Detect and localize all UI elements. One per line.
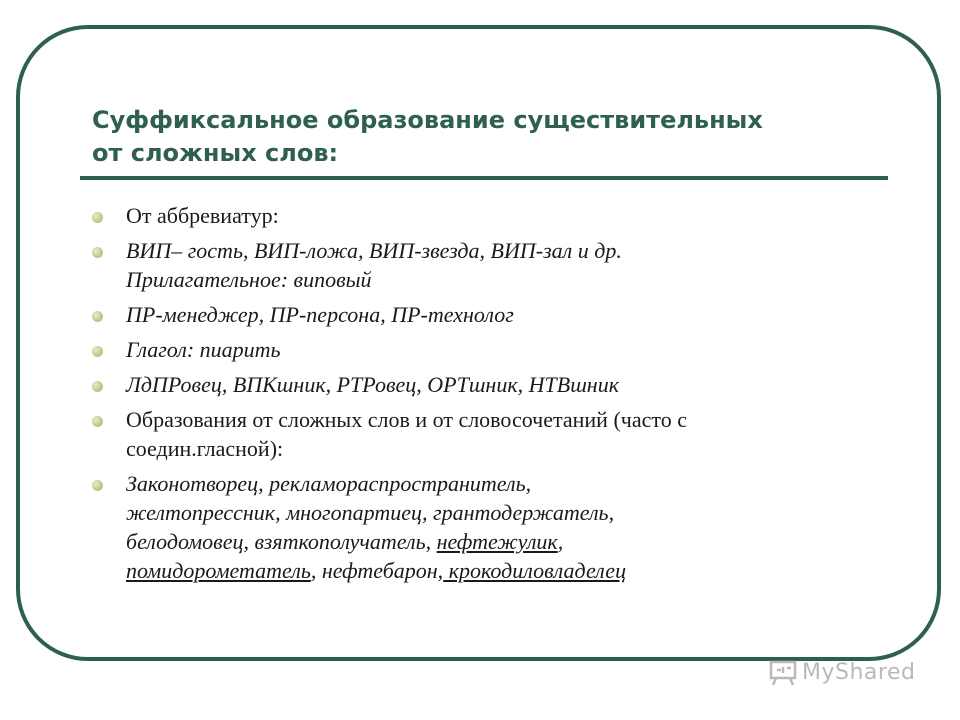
bullet-text xyxy=(126,238,622,292)
bullet-line: желтопрессник, многопартиец, грантодержатель, xyxy=(126,500,615,525)
bullet-line: Законотворец, рекламораспространитель, xyxy=(126,471,532,496)
bullet-text: ЛдПРовец, ВПКшник, РТРовец, ОРТшник, НТВшник xyxy=(126,372,620,397)
bullet-line-part: , нефтебарон, xyxy=(310,558,444,583)
bullet-line: Прилагательное: виповый xyxy=(126,267,372,292)
slide-title xyxy=(92,104,892,170)
bullet-item xyxy=(90,300,890,329)
bullet-dot-icon xyxy=(92,247,103,258)
bullet-list xyxy=(90,201,890,591)
bullet-item xyxy=(90,370,890,399)
bullet-line-part: белодомовец, взяткополучатель, xyxy=(126,529,437,554)
bullet-item xyxy=(90,236,890,294)
bullet-dot-icon xyxy=(92,311,103,322)
bullet-item xyxy=(90,201,890,230)
bullet-text: Глагол: пиарить xyxy=(126,337,281,362)
bullet-line: соедин.гласной): xyxy=(126,436,284,461)
bullet-line-part: , xyxy=(557,529,564,554)
watermark xyxy=(768,657,915,687)
underlined-word: помидорометатель xyxy=(126,558,311,583)
bullet-dot-icon xyxy=(92,381,103,392)
title-line-1: Суффиксальное образование существительных xyxy=(92,106,763,134)
bullet-line: ВИП– гость, ВИП-ложа, ВИП-звезда, ВИП-зал и др. xyxy=(126,238,622,263)
presentation-board-icon xyxy=(768,657,798,687)
bullet-text: ПР-менеджер, ПР-персона, ПР-технолог xyxy=(126,302,514,327)
title-line-2: от сложных слов: xyxy=(92,139,339,167)
underlined-word: нефтежулик xyxy=(436,529,558,554)
bullet-text xyxy=(126,407,687,461)
underlined-word: крокодиловладелец xyxy=(443,558,627,583)
bullet-dot-icon xyxy=(92,212,103,223)
bullet-item xyxy=(90,469,890,585)
title-divider xyxy=(80,176,888,180)
bullet-text xyxy=(126,471,626,583)
bullet-item xyxy=(90,335,890,364)
bullet-dot-icon xyxy=(92,416,103,427)
watermark-text: MyShared xyxy=(802,659,916,685)
bullet-line: Образования от сложных слов и от словосочетаний (часто с xyxy=(126,407,687,432)
bullet-dot-icon xyxy=(92,346,103,357)
bullet-dot-icon xyxy=(92,480,103,491)
bullet-item xyxy=(90,405,890,463)
bullet-text: От аббревиатур: xyxy=(126,203,279,228)
